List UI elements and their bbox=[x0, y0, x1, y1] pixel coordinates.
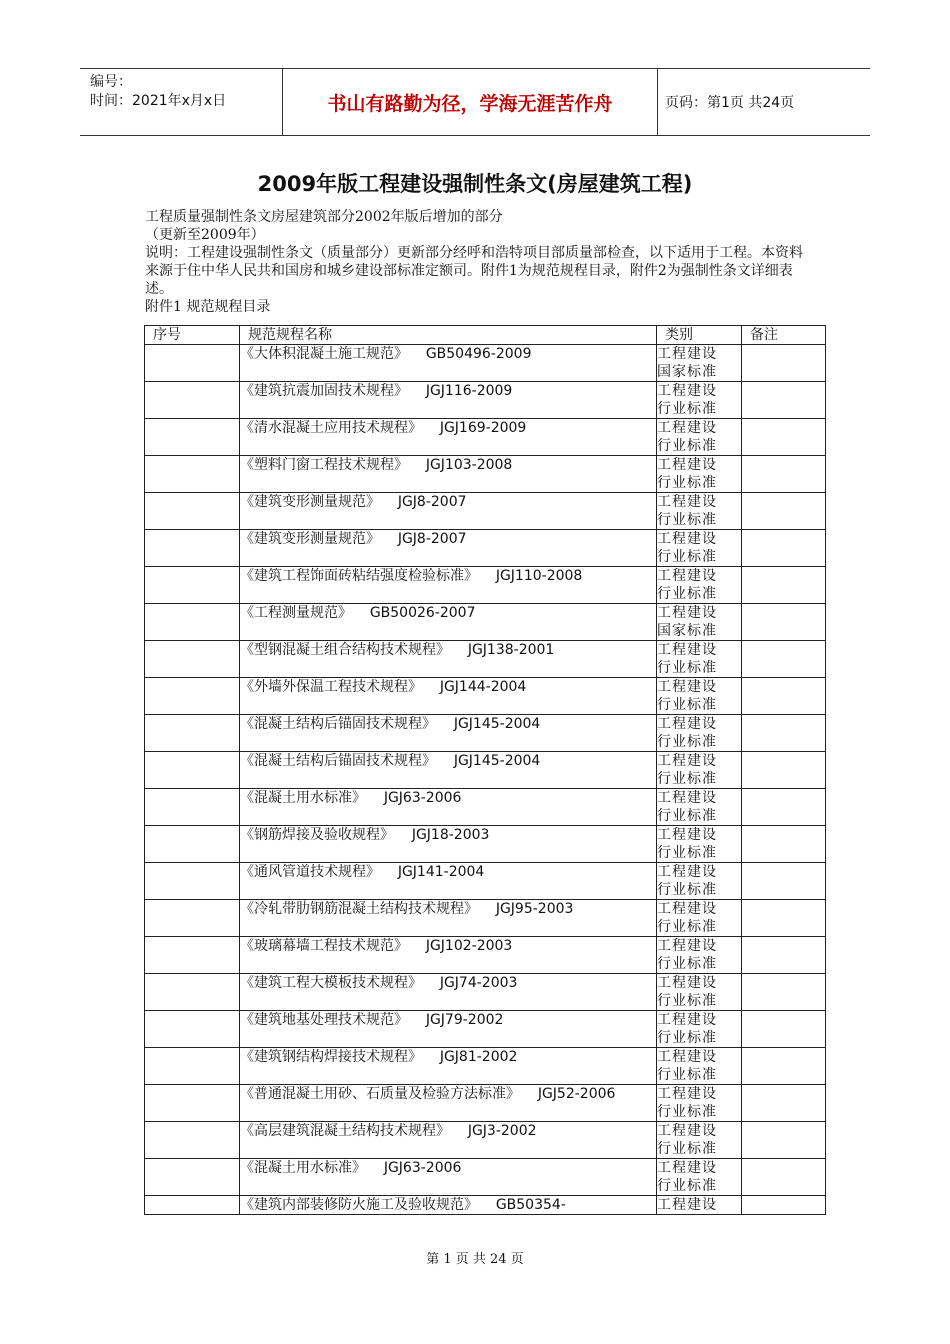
spec-title: 《钢筋焊接及验收规程》 bbox=[240, 827, 394, 843]
table-row bbox=[145, 974, 826, 1011]
spec-code: JGJ81-2002 bbox=[439, 1049, 518, 1065]
spec-title: 《混凝土结构后锚固技术规程》 bbox=[240, 716, 436, 732]
cell-spec-name bbox=[240, 1085, 657, 1122]
cell-index bbox=[145, 715, 240, 752]
spec-title: 《外墙外保温工程技术规程》 bbox=[240, 679, 422, 695]
spec-title: 《建筑变形测量规范》 bbox=[240, 494, 380, 510]
cell-remark bbox=[742, 641, 826, 678]
cell-category bbox=[657, 937, 742, 974]
cell-remark bbox=[742, 974, 826, 1011]
table-row bbox=[145, 419, 826, 456]
cell-index bbox=[145, 567, 240, 604]
table-row bbox=[145, 567, 826, 604]
col-header-index: 序号 bbox=[145, 326, 240, 345]
cell-category bbox=[657, 752, 742, 789]
spec-code: JGJ103-2008 bbox=[425, 457, 513, 473]
number-label: 编号： bbox=[90, 74, 132, 90]
table-row bbox=[145, 1159, 826, 1196]
cell-category bbox=[657, 1122, 742, 1159]
category-line-2: 行业标准 bbox=[657, 697, 717, 713]
category-line-1: 工程建设 bbox=[657, 938, 717, 954]
col-header-name: 规范规程名称 bbox=[240, 326, 657, 345]
category-line-2: 行业标准 bbox=[657, 1104, 717, 1120]
spec-code: JGJ8-2007 bbox=[397, 531, 467, 547]
table-row bbox=[145, 345, 826, 382]
cell-spec-name bbox=[240, 530, 657, 567]
cell-remark bbox=[742, 419, 826, 456]
spec-title: 《大体积混凝土施工规范》 bbox=[240, 346, 408, 362]
table-row bbox=[145, 863, 826, 900]
cell-category bbox=[657, 678, 742, 715]
cell-spec-name bbox=[240, 456, 657, 493]
intro-description: 说明：工程建设强制性条文（质量部分）更新部分经呼和浩特项目部质量部检查，以下适用于工程。本资料来源于住中华人民共和国房和城乡建设部标准定额司。附件1为规范规程目录，附件2为强制性条文详细表述。 bbox=[145, 245, 803, 297]
intro-appendix-label: 附件1 规范规程目录 bbox=[145, 299, 271, 315]
category-line-2: 行业标准 bbox=[657, 475, 717, 491]
category-line-1: 工程建设 bbox=[657, 901, 717, 917]
category-line-1: 工程建设 bbox=[657, 1197, 717, 1213]
spec-title: 《建筑内部装修防火施工及验收规范》 bbox=[240, 1197, 478, 1213]
cell-index bbox=[145, 1196, 240, 1215]
cell-remark bbox=[742, 900, 826, 937]
cell-index bbox=[145, 789, 240, 826]
cell-spec-name bbox=[240, 863, 657, 900]
table-row bbox=[145, 530, 826, 567]
spec-title: 《塑料门窗工程技术规程》 bbox=[240, 457, 408, 473]
spec-code: JGJ79-2002 bbox=[425, 1012, 504, 1028]
intro-line-2: （更新至2009年） bbox=[145, 227, 265, 243]
spec-title: 《建筑工程饰面砖粘结强度检验标准》 bbox=[240, 568, 478, 584]
cell-category bbox=[657, 382, 742, 419]
cell-index bbox=[145, 863, 240, 900]
category-line-2: 行业标准 bbox=[657, 586, 717, 602]
category-line-1: 工程建设 bbox=[657, 642, 717, 658]
cell-category bbox=[657, 1159, 742, 1196]
cell-spec-name bbox=[240, 493, 657, 530]
table-row bbox=[145, 456, 826, 493]
header-page-info: 页码：第1页 共24页 bbox=[665, 95, 795, 111]
category-line-2: 行业标准 bbox=[657, 993, 717, 1009]
cell-index bbox=[145, 419, 240, 456]
cell-remark bbox=[742, 1196, 826, 1215]
spec-title: 《混凝土结构后锚固技术规程》 bbox=[240, 753, 436, 769]
category-line-2: 行业标准 bbox=[657, 1030, 717, 1046]
category-line-2: 行业标准 bbox=[657, 734, 717, 750]
page-footer: 第 1 页 共 24 页 bbox=[426, 1252, 524, 1267]
spec-code: JGJ144-2004 bbox=[439, 679, 527, 695]
spec-title: 《建筑工程大模板技术规程》 bbox=[240, 975, 422, 991]
spec-title: 《建筑钢结构焊接技术规程》 bbox=[240, 1049, 422, 1065]
page-header bbox=[80, 68, 870, 136]
cell-index bbox=[145, 456, 240, 493]
cell-category bbox=[657, 419, 742, 456]
category-line-2: 行业标准 bbox=[657, 549, 717, 565]
cell-category bbox=[657, 530, 742, 567]
category-line-2: 行业标准 bbox=[657, 1141, 717, 1157]
cell-index bbox=[145, 1011, 240, 1048]
cell-category bbox=[657, 1011, 742, 1048]
cell-index bbox=[145, 604, 240, 641]
category-line-2: 国家标准 bbox=[657, 364, 717, 380]
spec-title: 《高层建筑混凝土结构技术规程》 bbox=[240, 1123, 450, 1139]
table-row bbox=[145, 900, 826, 937]
spec-code: JGJ52-2006 bbox=[537, 1086, 616, 1102]
category-line-1: 工程建设 bbox=[657, 975, 717, 991]
category-line-1: 工程建设 bbox=[657, 1049, 717, 1065]
time-label: 时间：2021年x月x日 bbox=[90, 93, 227, 109]
cell-remark bbox=[742, 1085, 826, 1122]
cell-spec-name bbox=[240, 1196, 657, 1215]
category-line-2: 行业标准 bbox=[657, 808, 717, 824]
category-line-1: 工程建设 bbox=[657, 383, 717, 399]
spec-code: JGJ116-2009 bbox=[425, 383, 513, 399]
cell-spec-name bbox=[240, 1048, 657, 1085]
spec-title: 《混凝土用水标准》 bbox=[240, 790, 366, 806]
spec-title: 《混凝土用水标准》 bbox=[240, 1160, 366, 1176]
table-row bbox=[145, 789, 826, 826]
cell-spec-name bbox=[240, 1122, 657, 1159]
cell-index bbox=[145, 1122, 240, 1159]
cell-index bbox=[145, 678, 240, 715]
category-line-1: 工程建设 bbox=[657, 679, 717, 695]
cell-spec-name bbox=[240, 937, 657, 974]
cell-remark bbox=[742, 604, 826, 641]
category-line-2: 行业标准 bbox=[657, 771, 717, 787]
table-row bbox=[145, 1048, 826, 1085]
spec-code: JGJ102-2003 bbox=[425, 938, 513, 954]
spec-code: GB50026-2007 bbox=[369, 605, 476, 621]
cell-index bbox=[145, 382, 240, 419]
cell-remark bbox=[742, 567, 826, 604]
category-line-1: 工程建设 bbox=[657, 1160, 717, 1176]
category-line-2: 行业标准 bbox=[657, 438, 717, 454]
cell-remark bbox=[742, 456, 826, 493]
cell-spec-name bbox=[240, 604, 657, 641]
cell-spec-name bbox=[240, 826, 657, 863]
spec-code: JGJ110-2008 bbox=[495, 568, 583, 584]
cell-spec-name bbox=[240, 752, 657, 789]
cell-spec-name bbox=[240, 900, 657, 937]
category-line-1: 工程建设 bbox=[657, 790, 717, 806]
table-row bbox=[145, 1196, 826, 1215]
cell-index bbox=[145, 641, 240, 678]
spec-code: JGJ95-2003 bbox=[495, 901, 574, 917]
cell-remark bbox=[742, 789, 826, 826]
cell-remark bbox=[742, 493, 826, 530]
cell-index bbox=[145, 1085, 240, 1122]
cell-index bbox=[145, 826, 240, 863]
spec-code: JGJ8-2007 bbox=[397, 494, 467, 510]
category-line-1: 工程建设 bbox=[657, 605, 717, 621]
category-line-2: 行业标准 bbox=[657, 401, 717, 417]
cell-remark bbox=[742, 826, 826, 863]
table-row bbox=[145, 715, 826, 752]
table-body bbox=[145, 345, 826, 1215]
header-meta bbox=[90, 73, 226, 111]
category-line-2: 行业标准 bbox=[657, 956, 717, 972]
cell-category bbox=[657, 826, 742, 863]
table-row bbox=[145, 678, 826, 715]
category-line-2: 国家标准 bbox=[657, 623, 717, 639]
category-line-1: 工程建设 bbox=[657, 420, 717, 436]
cell-spec-name bbox=[240, 974, 657, 1011]
category-line-2: 行业标准 bbox=[657, 660, 717, 676]
cell-remark bbox=[742, 863, 826, 900]
cell-category bbox=[657, 863, 742, 900]
spec-code: GB50354- bbox=[495, 1197, 566, 1213]
cell-spec-name bbox=[240, 382, 657, 419]
spec-title: 《冷轧带肋钢筋混凝土结构技术规程》 bbox=[240, 901, 478, 917]
cell-category bbox=[657, 1085, 742, 1122]
spec-title: 《工程测量规范》 bbox=[240, 605, 352, 621]
intro-line-1: 工程质量强制性条文房屋建筑部分2002年版后增加的部分 bbox=[145, 209, 503, 225]
cell-index bbox=[145, 493, 240, 530]
category-line-1: 工程建设 bbox=[657, 753, 717, 769]
cell-category bbox=[657, 641, 742, 678]
cell-category bbox=[657, 1048, 742, 1085]
table-row bbox=[145, 937, 826, 974]
table-row bbox=[145, 1011, 826, 1048]
cell-spec-name bbox=[240, 715, 657, 752]
spec-title: 《建筑变形测量规范》 bbox=[240, 531, 380, 547]
spec-table bbox=[144, 325, 826, 1215]
spec-code: JGJ3-2002 bbox=[467, 1123, 537, 1139]
spec-title: 《通风管道技术规程》 bbox=[240, 864, 380, 880]
cell-category bbox=[657, 715, 742, 752]
category-line-1: 工程建设 bbox=[657, 346, 717, 362]
document-title: 2009年版工程建设强制性条文(房屋建筑工程) bbox=[257, 172, 693, 196]
spec-title: 《型钢混凝土组合结构技术规程》 bbox=[240, 642, 450, 658]
spec-title: 《普通混凝土用砂、石质量及检验方法标准》 bbox=[240, 1086, 520, 1102]
cell-remark bbox=[742, 1122, 826, 1159]
spec-title: 《建筑抗震加固技术规程》 bbox=[240, 383, 408, 399]
category-line-1: 工程建设 bbox=[657, 827, 717, 843]
header-motto: 书山有路勤为径，学海无涯苦作舟 bbox=[282, 69, 658, 135]
cell-category bbox=[657, 345, 742, 382]
spec-title: 《建筑地基处理技术规范》 bbox=[240, 1012, 408, 1028]
category-line-1: 工程建设 bbox=[657, 864, 717, 880]
category-line-1: 工程建设 bbox=[657, 494, 717, 510]
category-line-1: 工程建设 bbox=[657, 568, 717, 584]
spec-code: JGJ145-2004 bbox=[453, 716, 541, 732]
cell-index bbox=[145, 530, 240, 567]
table-row bbox=[145, 493, 826, 530]
cell-spec-name bbox=[240, 1159, 657, 1196]
cell-remark bbox=[742, 715, 826, 752]
spec-code: JGJ169-2009 bbox=[439, 420, 527, 436]
spec-code: JGJ63-2006 bbox=[383, 790, 462, 806]
cell-category bbox=[657, 900, 742, 937]
table-row bbox=[145, 1085, 826, 1122]
table-row bbox=[145, 604, 826, 641]
cell-category bbox=[657, 456, 742, 493]
cell-category bbox=[657, 789, 742, 826]
cell-spec-name bbox=[240, 567, 657, 604]
cell-remark bbox=[742, 1048, 826, 1085]
spec-code: JGJ18-2003 bbox=[411, 827, 490, 843]
cell-remark bbox=[742, 530, 826, 567]
cell-category bbox=[657, 974, 742, 1011]
cell-category bbox=[657, 1196, 742, 1215]
spec-code: GB50496-2009 bbox=[425, 346, 532, 362]
cell-remark bbox=[742, 1011, 826, 1048]
cell-remark bbox=[742, 1159, 826, 1196]
cell-index bbox=[145, 752, 240, 789]
cell-category bbox=[657, 604, 742, 641]
spec-title: 《清水混凝土应用技术规程》 bbox=[240, 420, 422, 436]
category-line-1: 工程建设 bbox=[657, 531, 717, 547]
spec-title: 《玻璃幕墙工程技术规范》 bbox=[240, 938, 408, 954]
category-line-2: 行业标准 bbox=[657, 512, 717, 528]
table-row bbox=[145, 752, 826, 789]
category-line-1: 工程建设 bbox=[657, 1123, 717, 1139]
cell-index bbox=[145, 1159, 240, 1196]
cell-remark bbox=[742, 678, 826, 715]
category-line-1: 工程建设 bbox=[657, 457, 717, 473]
cell-spec-name bbox=[240, 789, 657, 826]
cell-spec-name bbox=[240, 678, 657, 715]
category-line-2: 行业标准 bbox=[657, 845, 717, 861]
cell-category bbox=[657, 567, 742, 604]
cell-remark bbox=[742, 752, 826, 789]
cell-index bbox=[145, 345, 240, 382]
category-line-1: 工程建设 bbox=[657, 1012, 717, 1028]
category-line-2: 行业标准 bbox=[657, 1178, 717, 1194]
table-row bbox=[145, 382, 826, 419]
table-row bbox=[145, 641, 826, 678]
category-line-1: 工程建设 bbox=[657, 1086, 717, 1102]
cell-spec-name bbox=[240, 641, 657, 678]
cell-index bbox=[145, 1048, 240, 1085]
spec-code: JGJ145-2004 bbox=[453, 753, 541, 769]
cell-remark bbox=[742, 937, 826, 974]
category-line-1: 工程建设 bbox=[657, 716, 717, 732]
cell-remark bbox=[742, 345, 826, 382]
table-row bbox=[145, 826, 826, 863]
cell-index bbox=[145, 937, 240, 974]
cell-spec-name bbox=[240, 419, 657, 456]
table-row bbox=[145, 1122, 826, 1159]
cell-index bbox=[145, 900, 240, 937]
cell-spec-name bbox=[240, 1011, 657, 1048]
spec-code: JGJ138-2001 bbox=[467, 642, 555, 658]
col-header-remark: 备注 bbox=[742, 326, 826, 345]
category-line-2: 行业标准 bbox=[657, 919, 717, 935]
cell-category bbox=[657, 493, 742, 530]
col-header-category: 类别 bbox=[657, 326, 742, 345]
spec-code: JGJ141-2004 bbox=[397, 864, 485, 880]
cell-index bbox=[145, 974, 240, 1011]
cell-remark bbox=[742, 382, 826, 419]
table-header-row bbox=[145, 326, 826, 345]
spec-code: JGJ63-2006 bbox=[383, 1160, 462, 1176]
category-line-2: 行业标准 bbox=[657, 882, 717, 898]
cell-spec-name bbox=[240, 345, 657, 382]
intro-section bbox=[145, 208, 810, 316]
category-line-2: 行业标准 bbox=[657, 1067, 717, 1083]
spec-code: JGJ74-2003 bbox=[439, 975, 518, 991]
